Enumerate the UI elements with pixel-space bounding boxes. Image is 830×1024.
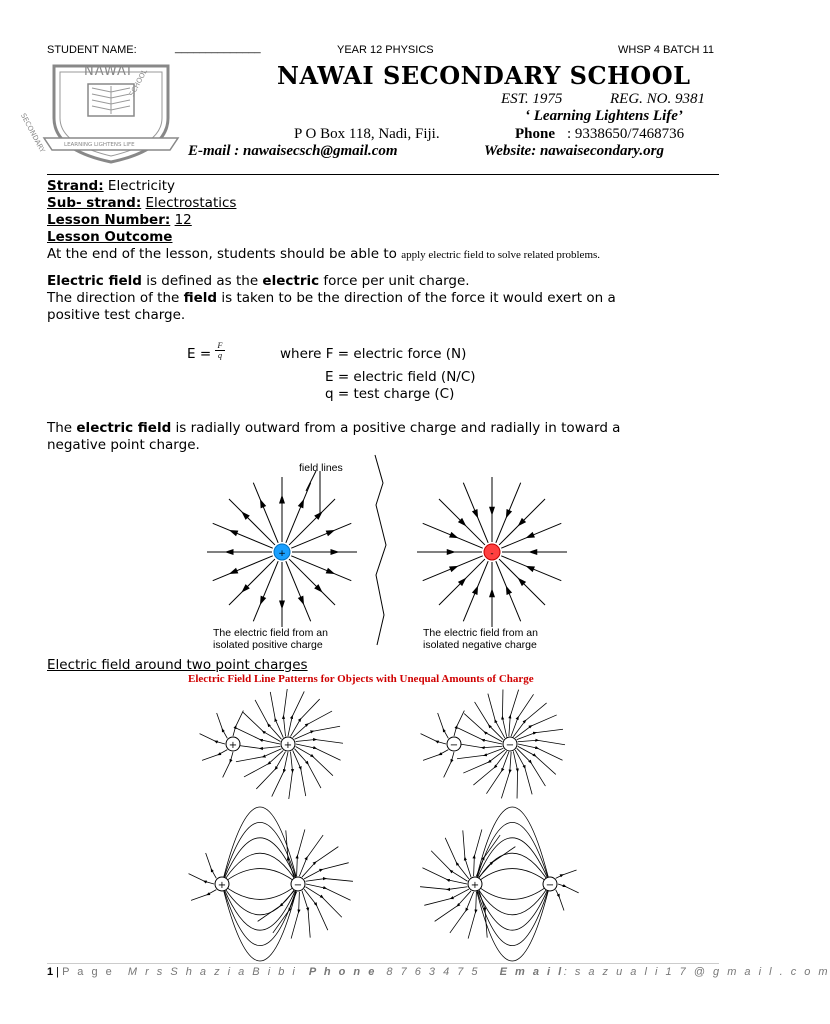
pair-field-line bbox=[422, 868, 467, 884]
pair-field-line bbox=[306, 884, 351, 900]
pair-d-plus: + bbox=[470, 880, 480, 891]
pair-field-line bbox=[222, 884, 298, 899]
radial-line-2: negative point charge. bbox=[47, 437, 200, 453]
term-electric: electric bbox=[262, 273, 320, 289]
pair-field-line bbox=[517, 729, 563, 739]
substrand-label: Sub- strand: bbox=[47, 195, 142, 211]
pair-field-line bbox=[502, 689, 506, 736]
pair-d-minus: − bbox=[545, 880, 555, 891]
pair-field-line bbox=[435, 891, 471, 921]
pair-c-plus: + bbox=[217, 880, 227, 891]
pair-field-line bbox=[233, 711, 243, 736]
field-arrow bbox=[449, 566, 458, 572]
field-arrow bbox=[326, 568, 335, 574]
substrand-value: Electrostatics bbox=[145, 195, 237, 211]
pair-b-minus-2: − bbox=[505, 740, 515, 751]
field-arrow bbox=[229, 568, 238, 574]
caption-positive bbox=[213, 627, 328, 651]
field-line bbox=[289, 499, 335, 545]
student-name-label: STUDENT NAME: bbox=[47, 44, 137, 56]
field-line bbox=[286, 561, 311, 621]
outcome-row bbox=[47, 246, 600, 264]
pair-field-line bbox=[476, 835, 500, 876]
phone-label: Phone bbox=[515, 126, 556, 142]
negative-sign: - bbox=[490, 549, 494, 559]
field-arrow bbox=[449, 532, 458, 538]
field-arrow bbox=[326, 530, 335, 536]
field-arrow bbox=[506, 585, 512, 594]
positive-sign: + bbox=[278, 549, 286, 559]
field-arrow bbox=[260, 596, 266, 605]
field-arrow bbox=[489, 588, 495, 597]
lesson-number-value: 12 bbox=[174, 212, 192, 228]
field-arrow bbox=[298, 499, 304, 508]
pair-field-line bbox=[474, 829, 482, 876]
pair-field-line bbox=[475, 702, 504, 740]
school-email[interactable]: E-mail : nawaisecsch@gmail.com bbox=[188, 143, 398, 159]
lesson-number-row bbox=[47, 212, 192, 229]
field-arrow bbox=[298, 596, 304, 605]
pair-field-line bbox=[299, 835, 323, 876]
pair-field-line bbox=[438, 713, 449, 738]
page-footer bbox=[47, 966, 830, 978]
field-lines-pointer bbox=[306, 471, 320, 515]
pair-field-line bbox=[518, 744, 563, 760]
field-line bbox=[253, 561, 278, 621]
pair-field-line bbox=[424, 889, 469, 905]
definition-line-1 bbox=[47, 273, 470, 290]
pair-field-line bbox=[293, 711, 332, 737]
pair-field-line bbox=[304, 863, 349, 879]
caption-negative bbox=[423, 627, 538, 651]
definition-text-b: force per unit charge. bbox=[319, 273, 470, 289]
pair-field-line bbox=[513, 751, 517, 798]
field-line bbox=[289, 559, 335, 605]
pair-field-line bbox=[289, 752, 293, 799]
formula-e-def: E = electric field (N/C) bbox=[325, 369, 476, 385]
pair-field-line bbox=[518, 740, 565, 745]
pair-field-line bbox=[296, 740, 343, 744]
term-electric-field: Electric field bbox=[47, 273, 142, 289]
zigzag-divider bbox=[375, 455, 386, 645]
pair-field-line bbox=[222, 869, 298, 884]
pair-field-line bbox=[200, 734, 225, 744]
field-arrow bbox=[330, 549, 339, 555]
caption-negative-line-1: The electric field from an bbox=[423, 627, 538, 639]
field-arrow bbox=[279, 600, 285, 609]
formula-q-def: q = test charge (C) bbox=[325, 386, 455, 402]
batch-label: WHSP 4 BATCH 11 bbox=[618, 44, 714, 56]
pair-field-line bbox=[217, 713, 228, 738]
pair-field-line bbox=[236, 749, 282, 762]
pair-field-line bbox=[284, 689, 288, 736]
field-line bbox=[253, 483, 278, 543]
term-electric-field-2: electric field bbox=[76, 420, 172, 436]
field-arrow bbox=[489, 507, 495, 516]
pair-field-line bbox=[454, 711, 464, 736]
logo-ribbon-text: LEARNING LIGHTENS LIFE bbox=[64, 142, 135, 148]
radial-line-1 bbox=[47, 420, 620, 437]
field-arrow bbox=[525, 566, 534, 572]
pair-field-line bbox=[306, 879, 353, 882]
field-arrow bbox=[525, 532, 534, 538]
footer-phone-label: P h o n e bbox=[308, 966, 377, 978]
radial-text-b: is radially outward from a positive charge and radially in toward a bbox=[171, 420, 621, 436]
logo-text-top: NAWAI bbox=[84, 64, 132, 79]
substrand-row bbox=[47, 195, 236, 212]
caption-negative-line-2: isolated negative charge bbox=[423, 639, 537, 651]
field-line bbox=[291, 523, 351, 548]
pair-field-line bbox=[444, 752, 454, 777]
field-arrow bbox=[447, 549, 456, 555]
field-line bbox=[286, 483, 311, 543]
pair-field-line bbox=[475, 807, 550, 884]
definition-line-3: positive test charge. bbox=[47, 307, 186, 323]
field-arrow bbox=[260, 499, 266, 508]
direction-text-b: is taken to be the direction of the force it would exert on a bbox=[217, 290, 616, 306]
pair-field-line bbox=[431, 851, 467, 882]
field-line bbox=[229, 559, 275, 605]
pair-field-line bbox=[294, 749, 320, 788]
student-name-blank[interactable]: ______________ bbox=[175, 42, 261, 54]
school-website[interactable]: Website: nawaisecondary.org bbox=[484, 143, 664, 159]
field-arrow bbox=[528, 549, 537, 555]
footer-email[interactable]: : s a z u a l i 1 7 @ g m a i l . c o m bbox=[563, 966, 830, 978]
logo-text-right: SCHOOL bbox=[128, 67, 149, 98]
caption-positive-line-2: isolated positive charge bbox=[213, 639, 323, 651]
pair-field-line bbox=[463, 830, 471, 877]
pair-field-line bbox=[556, 870, 577, 878]
pair-field-line bbox=[518, 746, 556, 774]
outcome-text: apply electric field to solve related problems. bbox=[401, 249, 601, 261]
footer-divider bbox=[47, 963, 719, 964]
field-lines-label: field lines bbox=[299, 462, 343, 474]
formula-numerator: F bbox=[217, 341, 223, 350]
pair-field-line bbox=[223, 752, 233, 777]
pair-field-line bbox=[244, 750, 283, 776]
strand-value: Electricity bbox=[107, 178, 175, 194]
pair-field-line bbox=[517, 748, 546, 786]
definition-text-a: is defined as the bbox=[141, 273, 263, 289]
two-charges-heading: Electric field around two point charges bbox=[47, 657, 308, 673]
field-arrow bbox=[225, 549, 234, 555]
page-number: 1 bbox=[47, 966, 54, 978]
pair-field-line bbox=[556, 890, 564, 911]
term-field: field bbox=[183, 290, 218, 306]
pair-field-line bbox=[464, 714, 502, 742]
pair-field-line bbox=[293, 750, 306, 796]
direction-text-a: The direction of the bbox=[47, 290, 184, 306]
pair-field-line bbox=[511, 694, 533, 736]
field-line bbox=[213, 556, 273, 581]
phone-number: : 9338650/7468736 bbox=[567, 126, 685, 142]
footer-email-label: E m a i l bbox=[499, 966, 564, 978]
pair-field-line bbox=[302, 847, 338, 877]
page-sep: | bbox=[53, 966, 63, 978]
pair-field-line bbox=[270, 692, 283, 738]
field-arrow bbox=[279, 495, 285, 504]
field-arrow bbox=[229, 530, 238, 536]
pair-field-line bbox=[475, 884, 550, 899]
pair-field-line bbox=[475, 869, 550, 884]
logo-text-left: SECONDARY bbox=[18, 112, 47, 154]
field-arrow bbox=[472, 509, 478, 518]
radial-field-figure bbox=[200, 455, 580, 655]
page-word: P a g e bbox=[62, 966, 115, 978]
est-year: EST. 1975 bbox=[501, 91, 563, 107]
pair-field-line bbox=[421, 734, 446, 744]
school-motto: ‘ Learning Lightens Life’ bbox=[525, 108, 683, 124]
two-charges-figure bbox=[170, 688, 590, 948]
pair-field-line bbox=[457, 748, 503, 758]
reg-number: REG. NO. 9381 bbox=[610, 91, 705, 107]
formula-where: where F = electric force (N) bbox=[280, 346, 467, 362]
teacher-name: M r s S h a z i a B i b i bbox=[127, 966, 298, 978]
pair-field-line bbox=[222, 884, 298, 961]
pair-field-line bbox=[423, 750, 448, 761]
year-label: YEAR 12 PHYSICS bbox=[337, 44, 434, 56]
field-arrow bbox=[472, 585, 478, 594]
pair-a-plus-2: + bbox=[283, 740, 293, 751]
radial-text-a: The bbox=[47, 420, 77, 436]
pair-field-line bbox=[450, 892, 474, 933]
outcome-heading: Lesson Outcome bbox=[47, 229, 173, 245]
footer-phone: 8 7 6 3 4 7 5 bbox=[386, 966, 481, 978]
pair-field-line bbox=[486, 752, 508, 794]
field-line bbox=[213, 523, 273, 548]
pair-field-line bbox=[297, 829, 305, 876]
pair-field-line bbox=[255, 700, 281, 739]
pair-field-line bbox=[191, 890, 216, 901]
pair-field-line bbox=[457, 728, 502, 744]
pair-c-minus: − bbox=[293, 880, 303, 891]
formula-fraction bbox=[215, 341, 225, 360]
pair-field-line bbox=[294, 726, 340, 739]
formula-lhs: E = bbox=[187, 346, 212, 362]
pair-field-line bbox=[468, 892, 476, 939]
strand-label: Strand: bbox=[47, 178, 104, 194]
pair-field-line bbox=[302, 891, 310, 938]
pair-field-line bbox=[291, 892, 299, 939]
pair-field-line bbox=[479, 847, 515, 877]
pair-field-line bbox=[306, 887, 342, 918]
field-line bbox=[291, 556, 351, 581]
outcome-intro: At the end of the lesson, students should be able to bbox=[47, 246, 397, 262]
pair-field-line bbox=[202, 750, 227, 761]
lesson-number-label: Lesson Number: bbox=[47, 212, 171, 228]
strand-row bbox=[47, 178, 175, 195]
pair-field-lines bbox=[189, 689, 579, 961]
pair-field-line bbox=[189, 874, 214, 884]
formula-denominator: q bbox=[215, 350, 225, 360]
pair-field-line bbox=[206, 853, 217, 878]
pair-b-minus-1: − bbox=[449, 740, 459, 751]
school-address: P O Box 118, Nadi, Fiji. bbox=[294, 126, 440, 142]
pair-a-plus-1: + bbox=[228, 740, 238, 751]
pair-field-line bbox=[455, 743, 502, 748]
two-charges-figure-title: Electric Field Line Patterns for Objects with Unequal Amounts of Charge bbox=[188, 673, 534, 685]
field-arrow bbox=[506, 509, 512, 518]
field-line bbox=[229, 499, 275, 545]
school-name: NAWAI SECONDARY SCHOOL bbox=[277, 61, 691, 90]
pair-field-line bbox=[420, 887, 467, 890]
pair-field-line bbox=[558, 884, 579, 893]
definition-line-2 bbox=[47, 290, 616, 307]
header-divider bbox=[47, 174, 719, 175]
caption-positive-line-1: The electric field from an bbox=[213, 627, 328, 639]
